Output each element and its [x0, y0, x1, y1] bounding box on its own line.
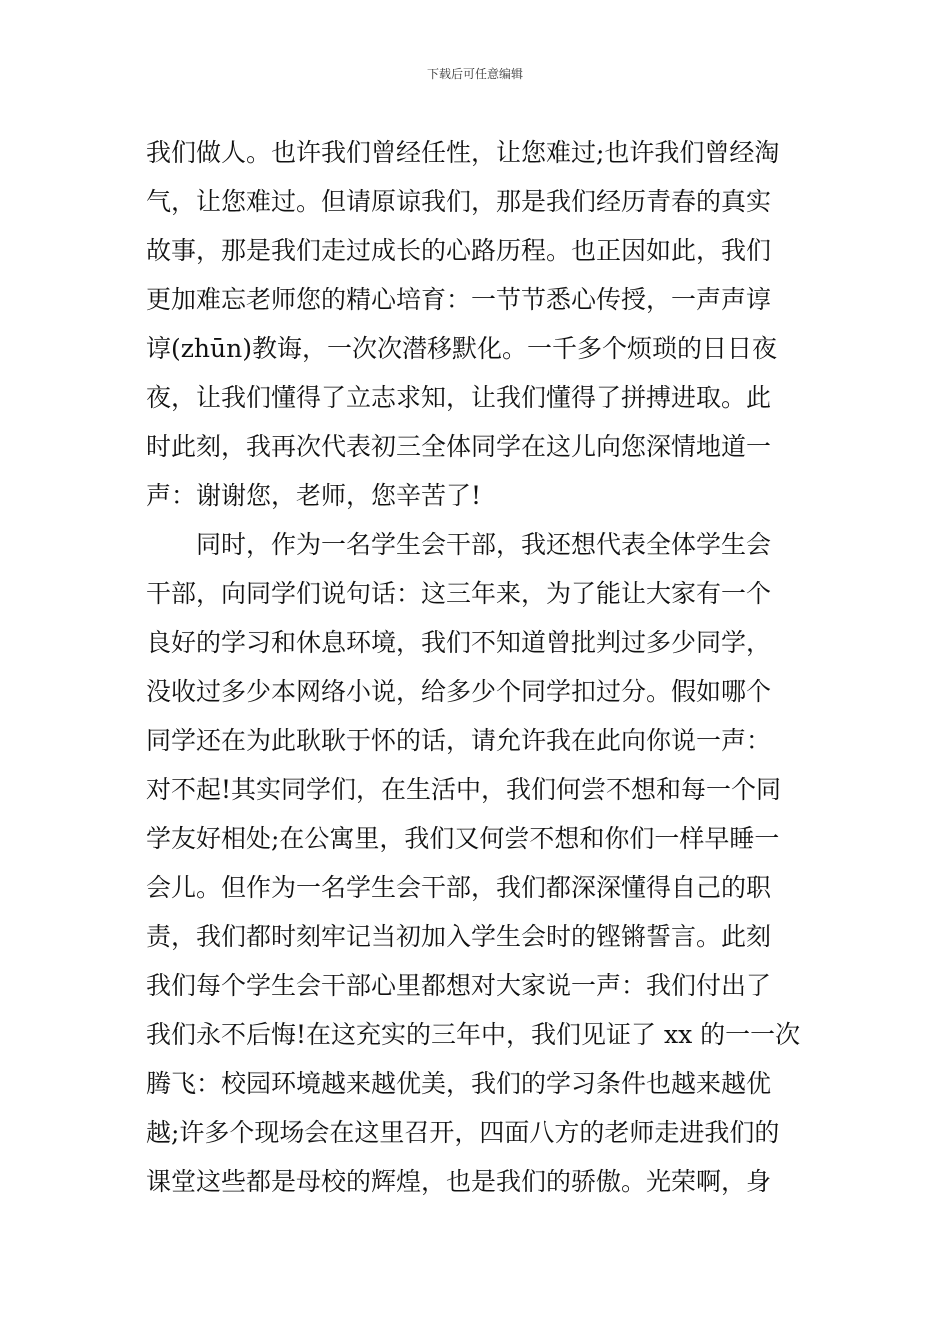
text-line: 声：谢谢您，老师，您辛苦了!: [146, 481, 482, 510]
page-header: 下载后可任意编辑: [426, 67, 523, 81]
text-line: 我们做人。也许我们曾经任性，让您难过;也许我们曾经淘: [146, 138, 780, 167]
text-line: 谆(zhūn)教诲，一次次潜移默化。一千多个烦琐的日日夜: [146, 334, 777, 363]
text-line: 学友好相处;在公寓里，我们又何尝不想和你们一样早睡一: [146, 824, 780, 853]
text-line: 腾飞：校园环境越来越优美，我们的学习条件也越来越优: [146, 1069, 772, 1098]
text-line: 故事，那是我们走过成长的心路历程。也正因如此，我们: [146, 236, 772, 265]
text-line: 越;许多个现场会在这里召开，四面八方的老师走进我们的: [146, 1118, 780, 1147]
text-line: 课堂这些都是母校的辉煌，也是我们的骄傲。光荣啊，身: [146, 1167, 772, 1196]
body-text: [146, 128, 816, 1206]
text-line: 我们每个学生会干部心里都想对大家说一声：我们付出了: [146, 971, 772, 1000]
text-line: 没收过多少本网络小说，给多少个同学扣过分。假如哪个: [146, 677, 772, 706]
text-line: 我们永不后悔!在这充实的三年中，我们见证了 xx 的一一次: [146, 1020, 801, 1049]
text-line: 对不起!其实同学们，在生活中，我们何尝不想和每一个同: [146, 775, 782, 804]
text-line: 更加难忘老师您的精心培育：一节节悉心传授，一声声谆: [146, 285, 772, 314]
text-line: 良好的学习和休息环境，我们不知道曾批判过多少同学，: [146, 628, 772, 657]
text-line: 夜，让我们懂得了立志求知，让我们懂得了拼搏进取。此: [146, 383, 772, 412]
text-line: 干部，向同学们说句话：这三年来，为了能让大家有一个: [146, 579, 772, 608]
text-line: 时此刻，我再次代表初三全体同学在这儿向您深情地道一: [146, 432, 772, 461]
paragraph-first-line: 同时，作为一名学生会干部，我还想代表全体学生会: [196, 530, 772, 559]
text-line: 责，我们都时刻牢记当初加入学生会时的铿锵誓言。此刻: [146, 922, 772, 951]
text-line: 同学还在为此耿耿于怀的话，请允许我在此向你说一声：: [146, 726, 772, 755]
text-line: 会儿。但作为一名学生会干部，我们都深深懂得自己的职: [146, 873, 772, 902]
text-line: 气，让您难过。但请原谅我们，那是我们经历青春的真实: [146, 187, 772, 216]
